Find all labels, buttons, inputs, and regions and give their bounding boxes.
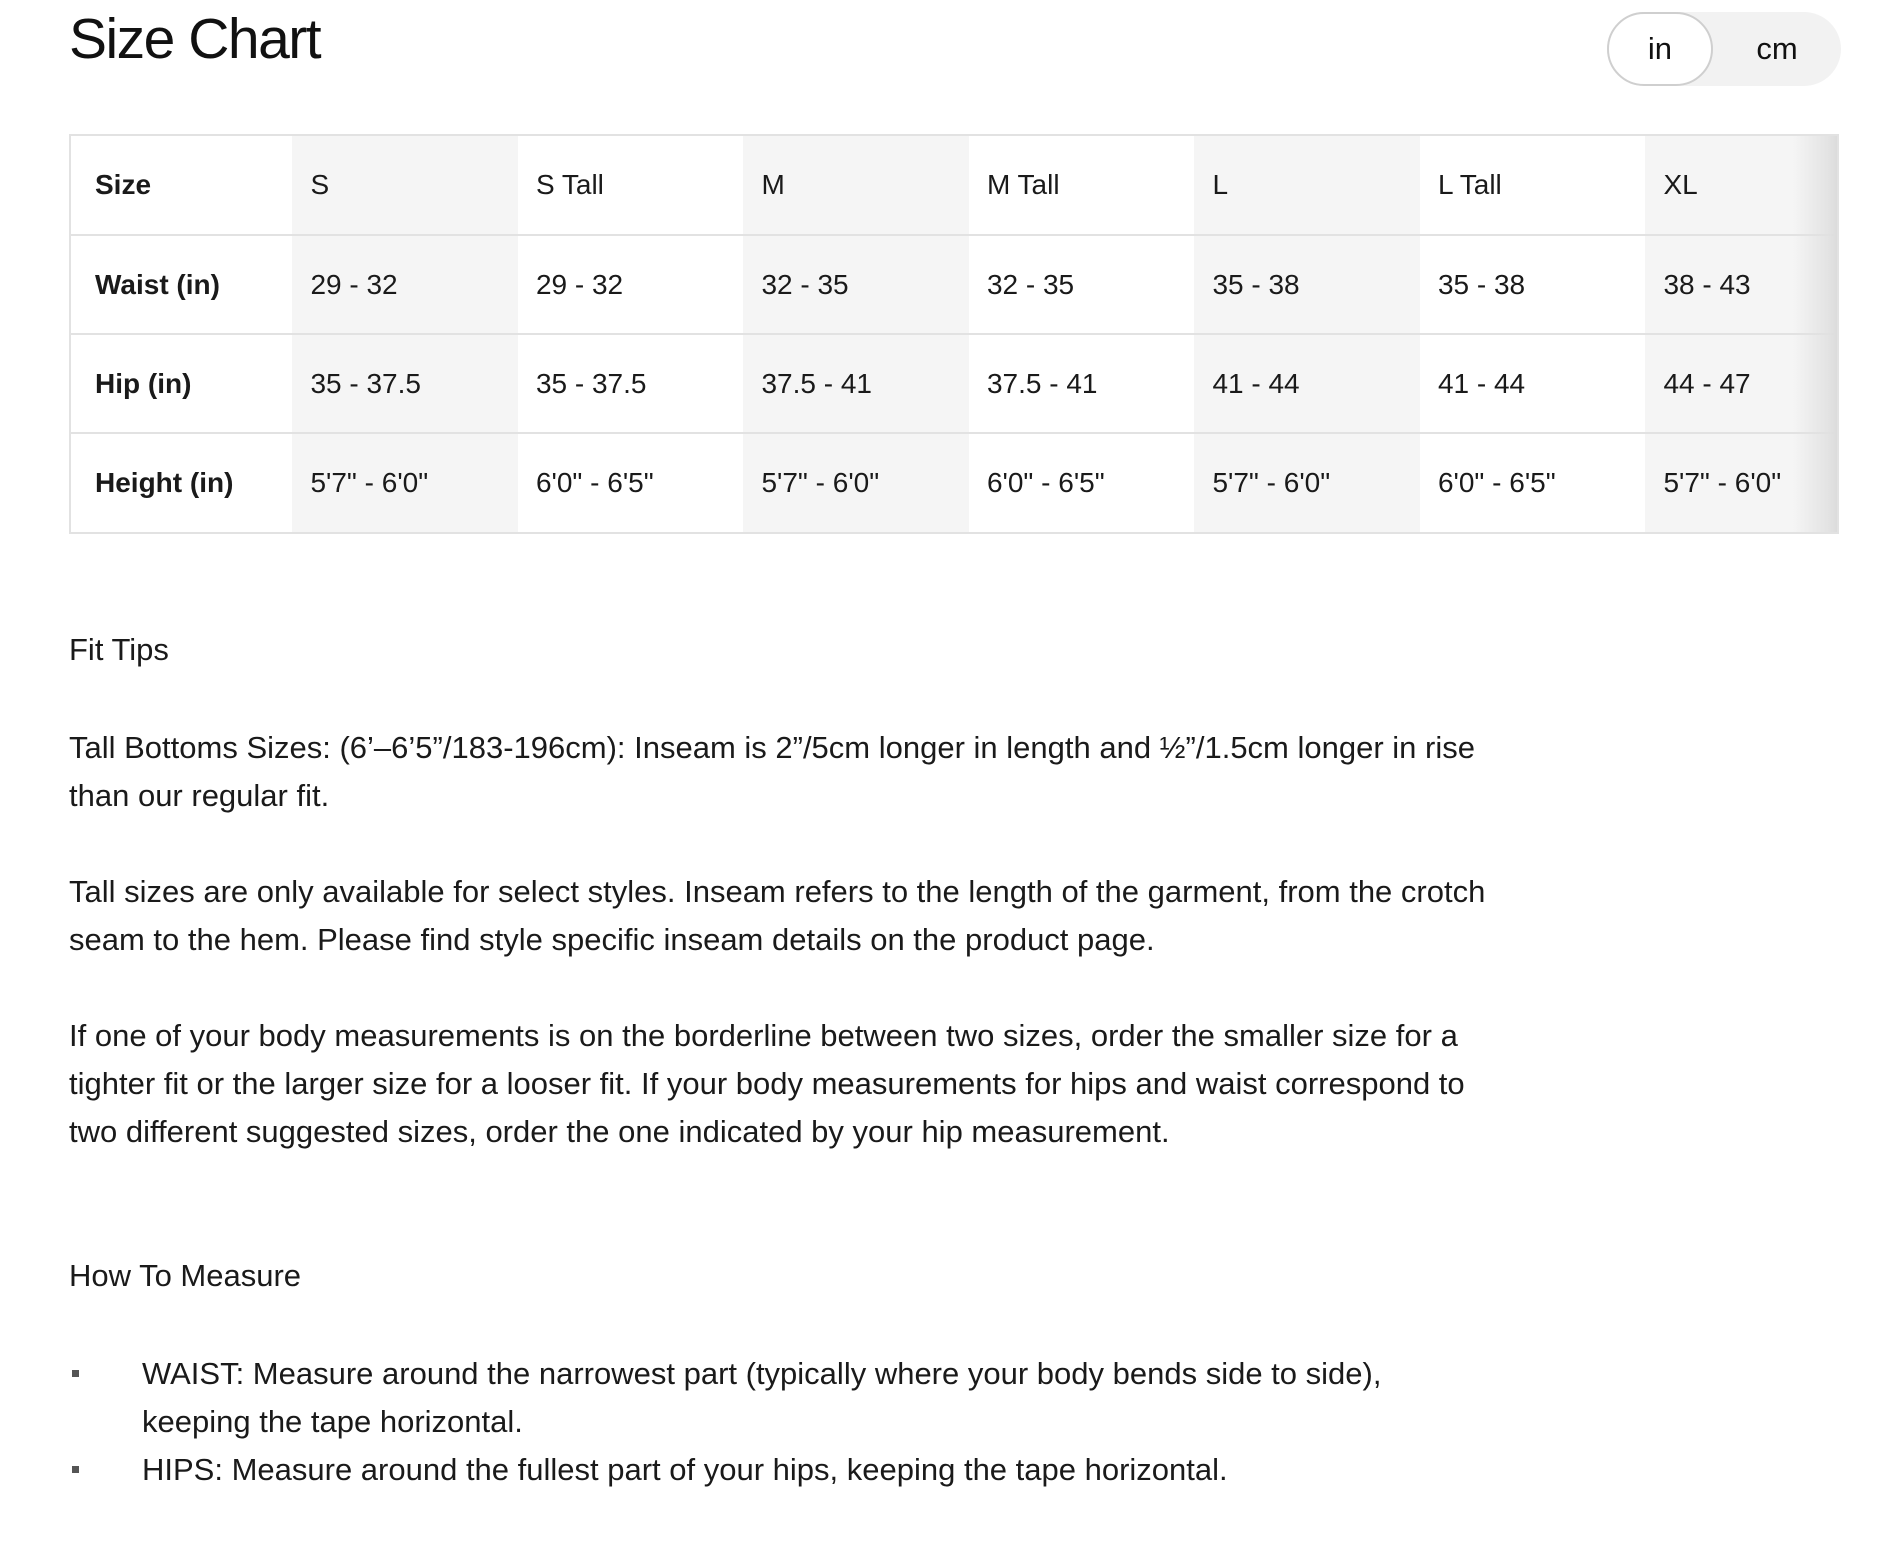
table-cell: 44 - 47 xyxy=(1645,334,1839,433)
table-cell: 5'7" - 6'0" xyxy=(1194,433,1420,532)
size-column-header: M Tall xyxy=(969,136,1195,235)
list-item xyxy=(69,1446,1489,1494)
row-label-height: Height (in) xyxy=(71,433,292,532)
table-cell: 32 - 35 xyxy=(969,235,1195,334)
table-row xyxy=(71,235,1839,334)
table-cell: 35 - 38 xyxy=(1194,235,1420,334)
fit-tips-title: Fit Tips xyxy=(69,632,169,667)
table-cell: 5'7" - 6'0" xyxy=(292,433,518,532)
table-cell: 6'0" - 6'5" xyxy=(1420,433,1646,532)
table-row xyxy=(71,334,1839,433)
table-cell: 6'0" - 6'5" xyxy=(518,433,744,532)
table-header-row xyxy=(71,136,1839,235)
table-cell: 29 - 32 xyxy=(518,235,744,334)
size-table-container[interactable] xyxy=(69,134,1839,534)
table-cell: 29 - 32 xyxy=(292,235,518,334)
measure-instruction-hips: HIPS: Measure around the fullest part of your hips, keeping the tape horizontal. xyxy=(142,1452,1228,1487)
unit-toggle xyxy=(1607,12,1841,86)
size-column-header: S Tall xyxy=(518,136,744,235)
table-cell: 41 - 44 xyxy=(1420,334,1646,433)
table-cell: 6'0" - 6'5" xyxy=(969,433,1195,532)
page-title: Size Chart xyxy=(69,7,321,71)
unit-option-in[interactable]: in xyxy=(1607,12,1713,86)
table-row xyxy=(71,433,1839,532)
size-column-header: L Tall xyxy=(1420,136,1646,235)
table-cell: 41 - 44 xyxy=(1194,334,1420,433)
row-label-hip: Hip (in) xyxy=(71,334,292,433)
table-cell: 32 - 35 xyxy=(743,235,969,334)
bullet-icon xyxy=(72,1466,79,1473)
size-column-header: S xyxy=(292,136,518,235)
fit-tips-section xyxy=(69,626,1489,1494)
size-column-header: XL xyxy=(1645,136,1839,235)
header xyxy=(69,0,1900,134)
measure-instruction-waist: WAIST: Measure around the narrowest part (typically where your body bends side to side), keeping the tape horizontal. xyxy=(142,1356,1382,1439)
fit-tip-paragraph: Tall Bottoms Sizes: (6’–6’5”/183-196cm): Inseam is 2”/5cm longer in length and ½”/1.5cm longer in rise than our regular fit. xyxy=(69,730,1475,813)
bullet-icon xyxy=(72,1370,79,1377)
table-cell: 35 - 37.5 xyxy=(292,334,518,433)
table-cell: 35 - 37.5 xyxy=(518,334,744,433)
list-item xyxy=(69,1350,1489,1446)
table-cell: 37.5 - 41 xyxy=(969,334,1195,433)
fit-tip-paragraph: Tall sizes are only available for select styles. Inseam refers to the length of the garment, from the crotch seam to the hem. Please find style specific inseam details on the product page. xyxy=(69,874,1486,957)
table-cell: 35 - 38 xyxy=(1420,235,1646,334)
table-cell: 37.5 - 41 xyxy=(743,334,969,433)
table-cell: 5'7" - 6'0" xyxy=(1645,433,1839,532)
size-table xyxy=(71,136,1839,532)
how-to-measure-title: How To Measure xyxy=(69,1258,302,1293)
size-column-header: L xyxy=(1194,136,1420,235)
how-to-measure-list xyxy=(69,1350,1489,1494)
row-label-waist: Waist (in) xyxy=(71,235,292,334)
size-column-header: M xyxy=(743,136,969,235)
table-cell: 38 - 43 xyxy=(1645,235,1839,334)
size-header-label: Size xyxy=(71,136,292,235)
fit-tip-paragraph: If one of your body measurements is on the borderline between two sizes, order the smaller size for a tighter fit or the larger size for a looser fit. If your body measurements for hips and waist correspond to two different suggested sizes, order the one indicated by your hip measurement. xyxy=(69,1018,1465,1149)
unit-option-cm[interactable]: cm xyxy=(1756,31,1798,66)
table-cell: 5'7" - 6'0" xyxy=(743,433,969,532)
